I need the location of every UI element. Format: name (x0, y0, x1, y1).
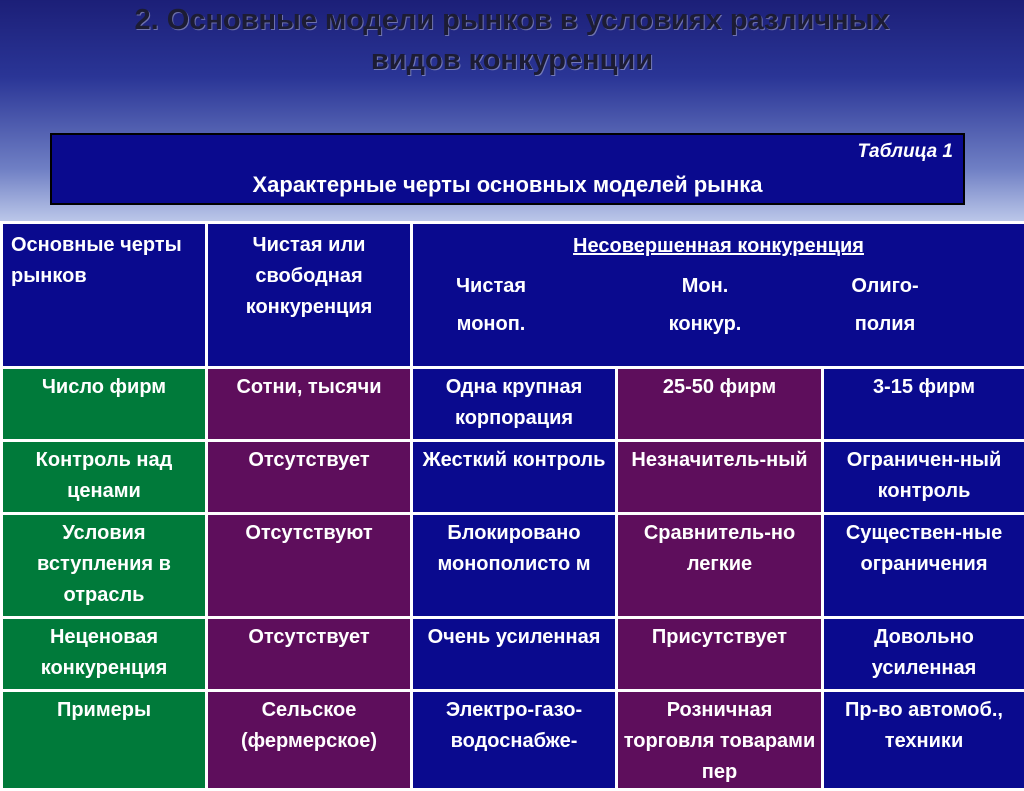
table-number: Таблица 1 (857, 141, 953, 163)
cell-oligopoly: 3-15 фирм (823, 368, 1024, 441)
subheader-oligopoly: Олиго- полия (825, 267, 945, 343)
cell-free: Сотни, тысячи (207, 368, 412, 441)
cell-monopoly: Одна крупная корпорация (412, 368, 617, 441)
cell-monopoly: Блокировано монополисто м (412, 514, 617, 618)
row-feature: Контроль над ценами (2, 441, 207, 514)
cell-monopolistic: Сравнитель-но легкие (617, 514, 823, 618)
cell-free: Отсутствует (207, 618, 412, 691)
table-title: Характерные черты основных моделей рынка (52, 172, 963, 198)
cell-oligopoly: Пр-во автомоб., техники (823, 691, 1024, 790)
subheader-pure-monopoly: Чистая моноп. (431, 267, 551, 343)
slide-title-line2: видов конкуренции (0, 40, 1024, 80)
table-row (2, 441, 1024, 514)
slide-title-line1: 2. Основные модели рынков в условиях различных (0, 0, 1024, 40)
market-models-table (0, 221, 1024, 791)
cell-monopoly: Очень усиленная (412, 618, 617, 691)
cell-oligopoly: Ограничен-ный контроль (823, 441, 1024, 514)
cell-free: Отсутствует (207, 441, 412, 514)
cell-monopoly: Электро-газо-водоснабже- (412, 691, 617, 790)
row-feature: Условия вступления в отрасль (2, 514, 207, 618)
cell-free: Отсутствуют (207, 514, 412, 618)
cell-monopoly: Жесткий контроль (412, 441, 617, 514)
cell-monopolistic: 25-50 фирм (617, 368, 823, 441)
row-feature: Число фирм (2, 368, 207, 441)
cell-monopolistic: Розничная торговля товарами пер (617, 691, 823, 790)
slide-title (0, 0, 1024, 90)
header-features: Основные черты рынков (2, 223, 207, 368)
table-row (2, 691, 1024, 790)
imperfect-competition-title: Несовершенная конкуренция (417, 231, 1020, 262)
table-row (2, 618, 1024, 691)
cell-monopolistic: Незначитель-ный (617, 441, 823, 514)
cell-free: Сельское (фермерское) (207, 691, 412, 790)
row-feature: Неценовая конкуренция (2, 618, 207, 691)
table-row (2, 514, 1024, 618)
table-caption (50, 133, 965, 205)
cell-oligopoly: Довольно усиленная (823, 618, 1024, 691)
subheader-monopolistic-competition: Мон. конкур. (645, 267, 765, 343)
cell-oligopoly: Существен-ные ограничения (823, 514, 1024, 618)
cell-monopolistic: Присутствует (617, 618, 823, 691)
row-feature: Примеры (2, 691, 207, 790)
table-row (2, 368, 1024, 441)
header-imperfect-competition (412, 223, 1024, 368)
header-free-competition: Чистая или свободная конкуренция (207, 223, 412, 368)
table-header-row (2, 223, 1024, 368)
